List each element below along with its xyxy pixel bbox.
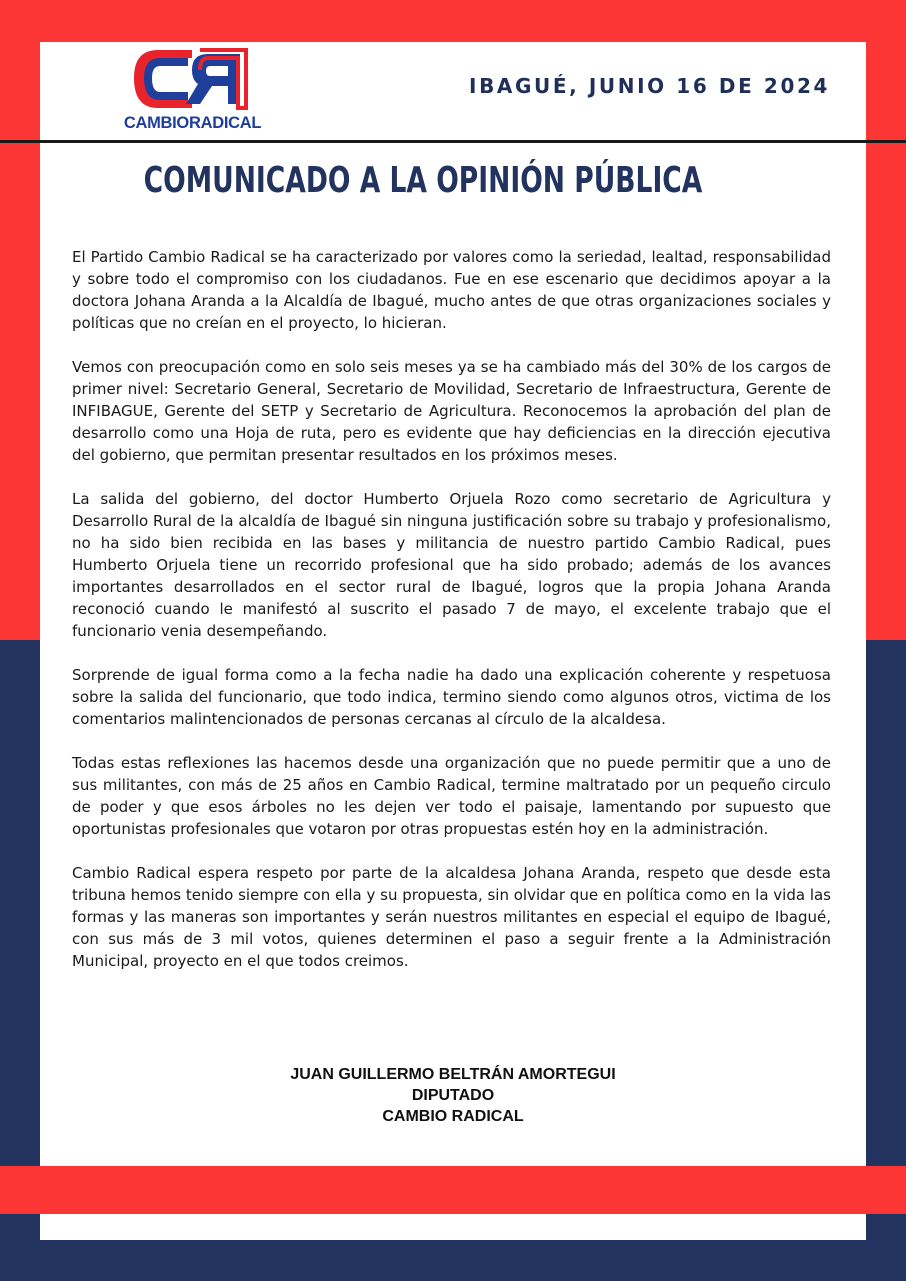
signatory-role: DIPUTADO: [411, 1087, 495, 1104]
signatory-name: JUAN GUILLERMO BELTRÁN AMORTEGUI: [290, 1066, 616, 1083]
signatory-party: CAMBIO RADICAL: [382, 1108, 524, 1125]
document-body: [72, 246, 831, 994]
paragraph-1: El Partido Cambio Radical se ha caracterizado por valores como la seriedad, lealtad, responsabilidad y sobre todo el compromiso con los ciudadanos. Fue en ese escenario que decidimos apoyar a la doctora Johana Aranda a la Alcaldía de Ibagué, mucho antes de que otras organizaciones sociales y políticas que no creían en el proyecto, lo hicieran.: [72, 248, 831, 332]
paragraph-2: Vemos con preocupación como en solo seis meses ya se ha cambiado más del 30% de los cargos de primer nivel: Secretario General, Secretario de Movilidad, Secretario de Infraestructura, Gerente de INFIBAGUE, Gerente del SETP y Secretario de Agricultura. Reconocemos la aprobación del plan de desarrollo como una Hoja de ruta, pero es evidente que hay deficiencias en la dirección ejecutiva del gobierno, que permitan presentar resultados en los próximos meses.: [72, 358, 831, 464]
logo-wordmark: CAMBIORADICAL: [123, 114, 262, 132]
document-date: IBAGUÉ, JUNIO 16 DE 2024: [469, 74, 830, 98]
signature-block: [0, 1064, 906, 1127]
footer-white-strip: [40, 1214, 866, 1240]
paragraph-3: La salida del gobierno, del doctor Humberto Orjuela Rozo como secretario de Agricultura y Desarrollo Rural de la alcaldía de Ibagué sin ninguna justificación sobre su trabajo y profesionalismo, no ha sido bien recibida en las bases y militancia de nuestro partido Cambio Radical, pues Humberto Orjuela tiene un recorrido profesional que ha sido probado; además de los avances importantes desarrollados en el sector rural de Ibagué, logros que la propia Johana Aranda reconoció cuando le manifestó al suscrito el pasado 7 de mayo, el excelente trabajo que el funcionario venia desempeñando.: [72, 490, 831, 640]
paragraph-6: Cambio Radical espera respeto por parte de la alcaldesa Johana Aranda, respeto que desde esta tribuna hemos tenido siempre con ella y su propuesta, sin olvidar que en política como en la vida las formas y las maneras son importantes y serán nuestros militantes en especial el equipo de Ibagué, con sus más de 3 mil votos, quienes determinen el paso a seguir frente a la Administración Municipal, proyecto en el que todos creimos.: [72, 864, 831, 970]
paragraph-5: Todas estas reflexiones las hacemos desde una organización que no puede permitir que a uno de sus militantes, con más de 25 años en Cambio Radical, termine maltratado por un pequeño circulo de poder y que esos árboles no les dejen ver todo el paisaje, lamentando por supuesto que oportunistas profesionales que votaron por otras propuestas estén hoy en la administración.: [72, 754, 831, 838]
page-title: COMUNICADO A LA OPINIÓN PÚBLICA: [143, 160, 703, 201]
party-logo: [100, 48, 285, 136]
footer-red-band: [0, 1166, 906, 1214]
header-divider: [0, 140, 906, 143]
cambio-radical-cr-logo-icon: [100, 48, 285, 112]
paragraph-4: Sorprende de igual forma como a la fecha nadie ha dado una explicación coherente y respetuosa sobre la salida del funcionario, que todo indica, termino siendo como algunos otros, victima de los comentarios malintencionados de personas cercanas al círculo de la alcaldesa.: [72, 666, 831, 728]
